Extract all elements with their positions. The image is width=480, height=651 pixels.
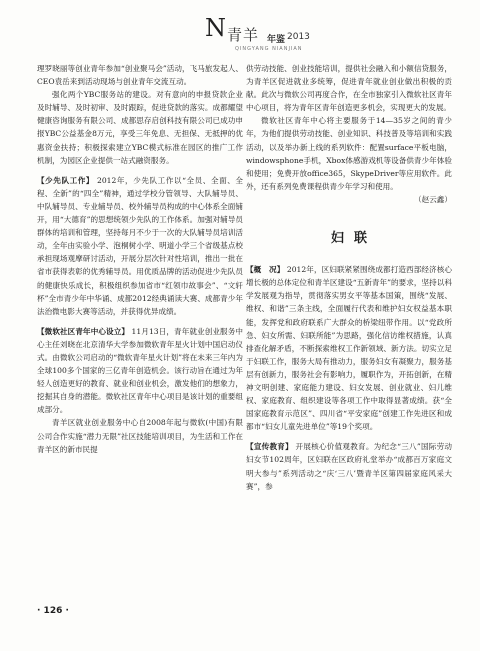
paragraph [246, 62, 452, 114]
paragraph [246, 440, 452, 492]
section-tag: 【微软社区青年中心设立】 [37, 326, 130, 336]
logo-year: 2013 [287, 32, 310, 42]
paragraph [37, 88, 243, 167]
right-column [246, 62, 452, 493]
logo-calligraphy-mark: N [205, 14, 226, 42]
paragraph-text: 青羊区就业创业服务中心自2008年起与微软(中国)有限公司合作实施“潜力无限”社区技能培训项目，为生活和工作在青羊区的新市民提 [37, 418, 243, 454]
right-column-top [246, 62, 452, 193]
paragraph [37, 62, 243, 88]
paragraph-text: 11月13日，青年就业创业服务中心主任刘晓在北京清华大学参加微软青年星火计划中国启动仪式。由微软公司启动的“微软青年星火计划”将在未来三年内为全球100多个国家的三亿青年创造机会。该行动旨在通过为年轻人创造更好的教育、就业和创业机会，激发他们的想象力，挖掘其自身的潜能。微软社区青年中心项目是该计划的重要组成部分。 [37, 326, 243, 415]
paragraph-text: 理罗晓丽等创业青年参加“创业聚马会”活动，飞马旅发起人、CEO袁岳来到活动现场与创业青年交流互动。 [37, 64, 243, 87]
section-title: 妇联 [330, 231, 377, 247]
logo-pinyin: QINGYANG NIANJIAN [235, 46, 303, 52]
paragraph [246, 263, 452, 433]
logo-nianjian: 年鉴 [267, 35, 286, 45]
paragraph-text: 2012年，少先队工作以“全员、全面、全程、全新”的“四全”精神，通过学校分管领导、大队辅导员、中队辅导员、专业辅导员、校外辅导员构成的中心体系全面铺开，用“大德育”的思想统领少先队的工作体系。加强对辅导员群体的培训和管理，坚持每月不少于一次的大队辅导员培训活动，全年由实验小学、泡桐树小学、明道小学三个省级基点校承担现场观摩研讨活动，开展分层次针对性培训，推出一批在省市获得表彰的优秀辅导员。用优质品牌的活动促进少先队员的健康快乐成长，积极组织参加省市“红领巾故事会”、“文轩杯”全市青少年中华诵、成都2012经典诵读大赛、成都青少年法治微电影大赛等活动，并获得优异成绩。 [37, 175, 243, 316]
yearbook-logo [205, 10, 325, 54]
page-header [0, 0, 480, 62]
paragraph [37, 174, 243, 318]
paragraph-text: 开展核心价值观教育。为纪念“三八”国际劳动妇女节102周年，区妇联在区政府礼堂举办“成都百万家庭文明大参与”系列活动之“庆‘三八’暨青羊区第四届家庭风采大赛”，参 [246, 442, 452, 491]
section-tag: 【概 况】 [246, 265, 285, 275]
logo-title: 青羊 [227, 26, 260, 44]
paragraph-text: 2012年，区妇联紧紧围绕成都打造西部经济核心增长极的总体定位和青羊区建设“五新青年”的要求，坚持以科学发展观为指导，贯彻落实男女平等基本国策，围绕“发展、维权、和谐”三条主线，全面履行代表和维护妇女权益基本职能，发挥党和政府联系广大群众的桥梁纽带作用。以“党政所急、妇女所需、妇联所能”为思路，强化信访维权措施，认真排查化解矛盾，不断探索维权工作新领域、新方法。切实立足于妇联工作，服务大局有推动力，服务妇女有凝聚力，服务基层有创新力，服务社会有影响力，履职作为，开拓创新，在精神文明创建、家庭能力建设、妇女发展、创业就业、妇儿维权、家庭教育、组织建设等各项工作中取得显著成绩。获“全国家庭教育示范区”、四川省“平安家庭”创建工作先进区和成都市“妇女儿童先进单位”等19个奖项。 [246, 265, 452, 432]
paragraph-text: 微软社区青年中心将主要服务于14—35岁之间的青少年，为他们提供劳动技能、创业知识、科技普及等培训和实践活动，以及举办新上线的系列软件：配置surface平板电脑，windowsphone手机，Xbox体感游戏机等设备供青少年体验和使用；免费开放office365，SkypeDriver等应用软件。此外，还有系列免费课程供青少年学习和使用。 [246, 116, 452, 191]
section-tag: 【宣传教育】 [246, 442, 293, 452]
left-column [37, 62, 243, 456]
article-author: （赵云鑫） [414, 194, 452, 204]
paragraph-text: 强化两个YBC服务站的建设。对有意向的申报贷款企业及时辅导、及时初审、及时跟踪，促进贷款的落实。成都耀望健康咨询服务有限公司、成都思存启创科技有限公司已成功申报YBC公益基金8万元，享受三年免息、无担保、无抵押的优惠资金扶持；积极探索建立YBC模式标准在园区的推广工作机制，为园区企业提供一站式融资服务。 [37, 90, 243, 165]
page-number: · 126 · [37, 606, 69, 616]
paragraph [246, 114, 452, 193]
paragraph [37, 325, 243, 417]
paragraph-text: 供劳动技能、创业技能培训，提供社会融入和小额信贷服务，为青羊区促进就业多统筹，促进青年就业创业做出积极的贡献。此次与微软公司再度合作，在全市独家引入微软社区青年中心项目，将为青年区青年创造更多机会，实现更大的发展。 [246, 64, 452, 113]
section-tag: 【少先队工作】 [37, 175, 95, 185]
paragraph [37, 416, 243, 455]
right-column-bottom [246, 263, 452, 493]
